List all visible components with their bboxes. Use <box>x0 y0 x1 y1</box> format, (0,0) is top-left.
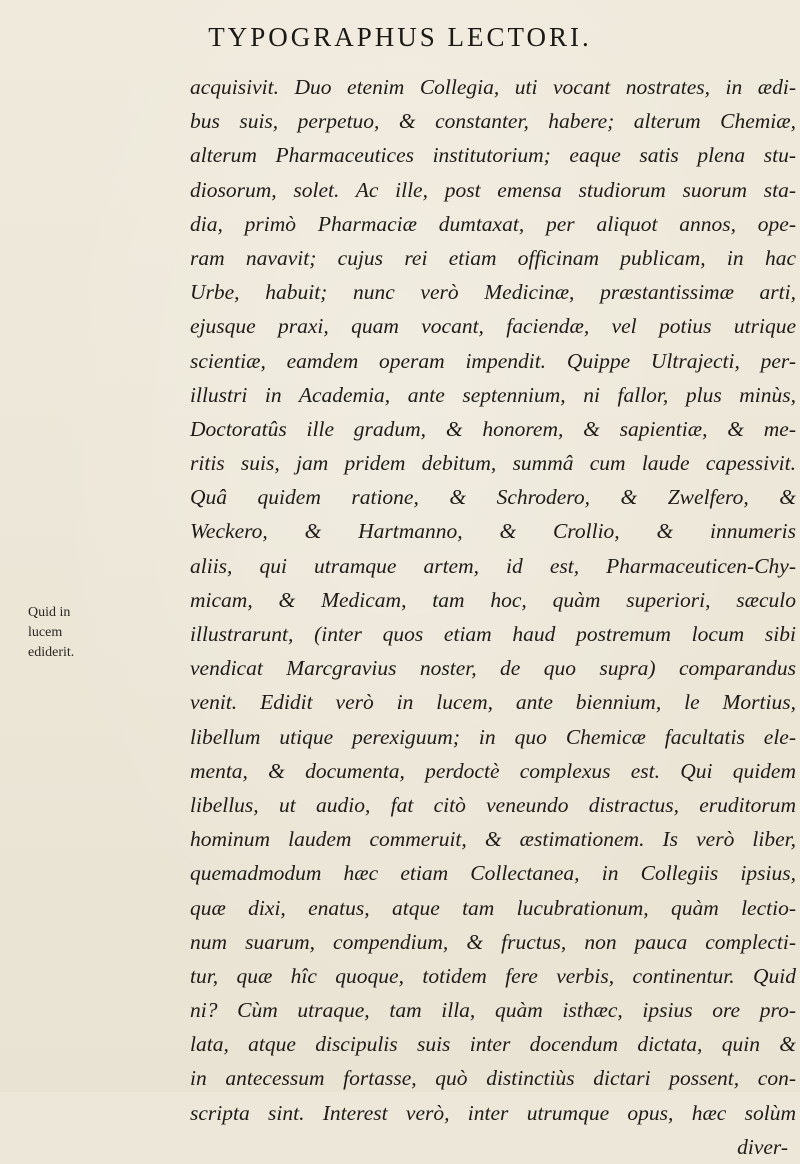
text-line: libellus, ut audio, fat citò veneundo distractus, eruditorum <box>190 792 796 817</box>
text-line: alterum Pharmaceutices institutorium; eaque satis plena stu- <box>190 143 796 168</box>
marginal-note-line: ediderit. <box>28 645 75 660</box>
text-line: in antecessum fortasse, quò distinctiùs dictari possent, con- <box>190 1066 796 1091</box>
text-line: ni? Cùm utraque, tam illa, quàm isthæc, ipsius ore pro- <box>190 998 796 1023</box>
text-line: quæ dixi, enatus, atque tam lucubrationum, quàm lectio- <box>190 895 796 920</box>
text-line: illustrarunt, (inter quos etiam haud postremum locum sibi <box>190 622 796 646</box>
text-line: acquisivit. Duo etenim Collegia, uti vocant nostrates, in ædi- <box>190 75 796 99</box>
text-line: ejusque praxi, quam vocant, faciendæ, vel potius utrique <box>190 314 796 339</box>
text-line: ram navavit; cujus rei etiam officinam publicam, in hac <box>190 245 796 270</box>
text-line: lata, atque discipulis suis inter docendum dictata, quin & <box>190 1032 796 1057</box>
text-line: micam, & Medicam, tam hoc, quàm superiori, sæculo <box>190 587 796 612</box>
text-line: tur, quæ hîc quoque, totidem fere verbis, continentur. Quid <box>190 963 796 988</box>
text-line: Weckero, & Hartmanno, & Crollio, & innumeris <box>190 519 796 544</box>
text-line: hominum laudem commeruit, & æstimationem. Is verò liber, <box>190 827 796 852</box>
text-line: diosorum, solet. Ac ille, post emensa studiorum suorum sta- <box>190 177 796 202</box>
marginal-note <box>28 603 98 663</box>
marginal-note-line: lucem <box>28 625 63 640</box>
text-line: illustri in Academia, ante septennium, ni fallor, plus minùs, <box>190 382 796 407</box>
catchword: diver- <box>737 1134 788 1159</box>
text-line: num suarum, compendium, & fructus, non pauca complecti- <box>190 929 796 954</box>
text-line: bus suis, perpetuo, & constanter, habere; alterum Chemiæ, <box>190 109 796 134</box>
marginal-note-line: Quid in <box>28 605 71 620</box>
text-line: dia, primò Pharmaciæ dumtaxat, per aliquot annos, ope- <box>190 211 796 236</box>
text-line: Urbe, habuit; nunc verò Medicinæ, præstantissimæ arti, <box>190 280 796 305</box>
text-line: quemadmodum hæc etiam Collectanea, in Collegiis ipsius, <box>190 861 796 886</box>
body-text <box>190 70 796 1164</box>
text-line: vendicat Marcgravius noster, de quo supra) comparandus <box>190 656 796 681</box>
running-head: TYPOGRAPHUS LECTORI. <box>208 22 592 52</box>
text-line: Quâ quidem ratione, & Schrodero, & Zwelfero, & <box>190 485 796 510</box>
text-line: scripta sint. Interest verò, inter utrumque opus, hæc solùm <box>190 1100 796 1125</box>
text-line: scientiæ, eamdem operam impendit. Quippe Ultrajecti, per- <box>190 348 796 373</box>
text-line: Doctoratûs ille gradum, & honorem, & sapientiæ, & me- <box>190 416 796 441</box>
text-line: menta, & documenta, perdoctè complexus est. Qui quidem <box>190 758 796 783</box>
text-line: libellum utique perexiguum; in quo Chemicæ facultatis ele- <box>190 724 796 749</box>
text-line: ritis suis, jam pridem debitum, summâ cum laude capessivit. <box>190 451 796 476</box>
text-line: aliis, qui utramque artem, id est, Pharmaceuticen-Chy- <box>190 553 796 578</box>
text-line: venit. Edidit verò in lucem, ante biennium, le Mortius, <box>190 690 796 715</box>
